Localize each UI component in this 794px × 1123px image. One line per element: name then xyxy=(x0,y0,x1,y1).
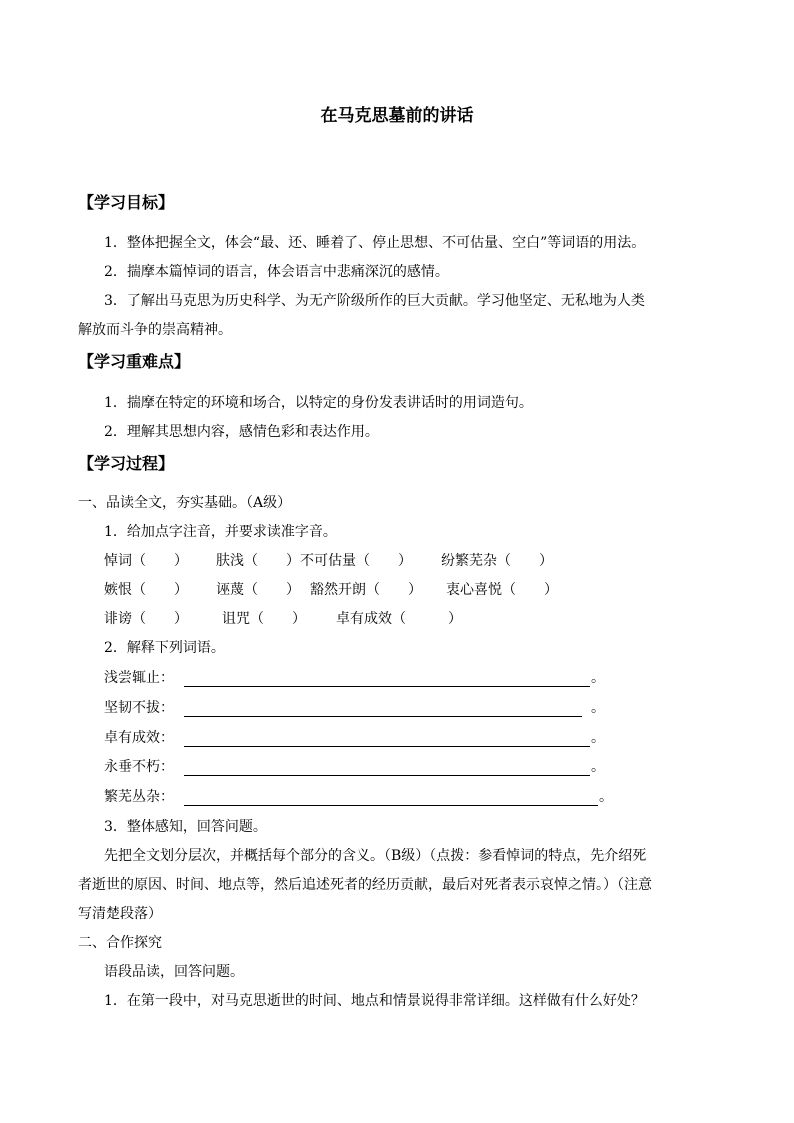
term-label-1: 浅尝辄止： xyxy=(104,670,174,686)
key-point-1: 1．揣摩在特定的环境和场合，以特定的身份发表讲话时的用词造句。 xyxy=(104,395,533,411)
pinyin-item: 衷心喜悦（ ） xyxy=(446,582,558,598)
pinyin-item: 嫉恨（ ） xyxy=(104,582,188,598)
term-end-5: 。 xyxy=(599,789,613,805)
pinyin-item: 诅咒（ ） xyxy=(222,611,306,627)
goal-item-3: 3．了解出马克思为历史科学、为无产阶级所作的巨大贡献。学习他坚定、无私地为人类 xyxy=(104,293,645,309)
key-point-2: 2．理解其思想内容，感情色彩和表达作用。 xyxy=(104,424,379,440)
goal-item-1: 1．整体把握全文，体会“最、还、睡着了、停止思想、不可估量、空白”等词语的用法。 xyxy=(104,235,646,251)
answer-blank-3[interactable] xyxy=(184,746,590,747)
answer-blank-5[interactable] xyxy=(184,805,598,806)
section-heading-goals: 【学习目标】 xyxy=(78,193,175,212)
answer-blank-2[interactable] xyxy=(184,716,582,717)
term-label-5: 繁芜丛杂： xyxy=(104,789,174,805)
question-1: 1．给加点字注音，并要求读准字音。 xyxy=(104,524,337,540)
goal-item-3-cont: 解放而斗争的崇高精神。 xyxy=(78,322,232,338)
question-3-text-1: 先把全文划分层次，并概括每个部分的含义。（B级）（点拨：参看悼词的特点，先介绍死 xyxy=(104,848,647,864)
question-3-text-3: 写清楚段落） xyxy=(78,906,162,922)
term-label-4: 永垂不朽： xyxy=(104,759,174,775)
pinyin-item: 卓有成效（ ） xyxy=(336,611,462,627)
term-end-1: 。 xyxy=(591,670,605,686)
question-3-text-2: 者逝世的原因、时间、地点等，然后追述死者的经历贡献，最后对死者表示哀悼之情。）（注意 xyxy=(78,877,652,893)
term-label-2: 坚韧不拔： xyxy=(104,700,174,716)
part2-heading: 二、合作探究 xyxy=(78,935,162,951)
term-end-2: 。 xyxy=(591,700,605,716)
pinyin-item: 诬蔑（ ） xyxy=(216,582,300,598)
pinyin-item: 肤浅（ ）不可估量（ ） xyxy=(216,553,412,569)
pinyin-item: 豁然开朗（ ） xyxy=(310,582,422,598)
term-end-3: 。 xyxy=(591,730,605,746)
section-heading-process: 【学习过程】 xyxy=(78,454,175,473)
pinyin-item: 诽谤（ ） xyxy=(104,611,188,627)
question-2: 2．解释下列词语。 xyxy=(104,640,225,656)
question-3: 3．整体感知，回答问题。 xyxy=(104,819,267,835)
answer-blank-4[interactable] xyxy=(184,775,590,776)
section-heading-key-points: 【学习重难点】 xyxy=(78,352,191,371)
part2-intro: 语段品读，回答问题。 xyxy=(104,964,244,980)
document-title: 在马克思墓前的讲话 xyxy=(320,106,474,126)
pinyin-item: 悼词（ ） xyxy=(104,553,188,569)
term-label-3: 卓有成效： xyxy=(104,730,174,746)
part1-heading: 一、品读全文，夯实基础。（A级） xyxy=(78,495,292,511)
part2-question-1: 1．在第一段中，对马克思逝世的时间、地点和情景说得非常详细。这样做有什么好处？ xyxy=(104,993,645,1009)
term-end-4: 。 xyxy=(591,759,605,775)
answer-blank-1[interactable] xyxy=(184,686,590,687)
pinyin-item: 纷繁芜杂（ ） xyxy=(441,553,553,569)
goal-item-2: 2．揣摩本篇悼词的语言，体会语言中悲痛深沉的感情。 xyxy=(104,264,449,280)
